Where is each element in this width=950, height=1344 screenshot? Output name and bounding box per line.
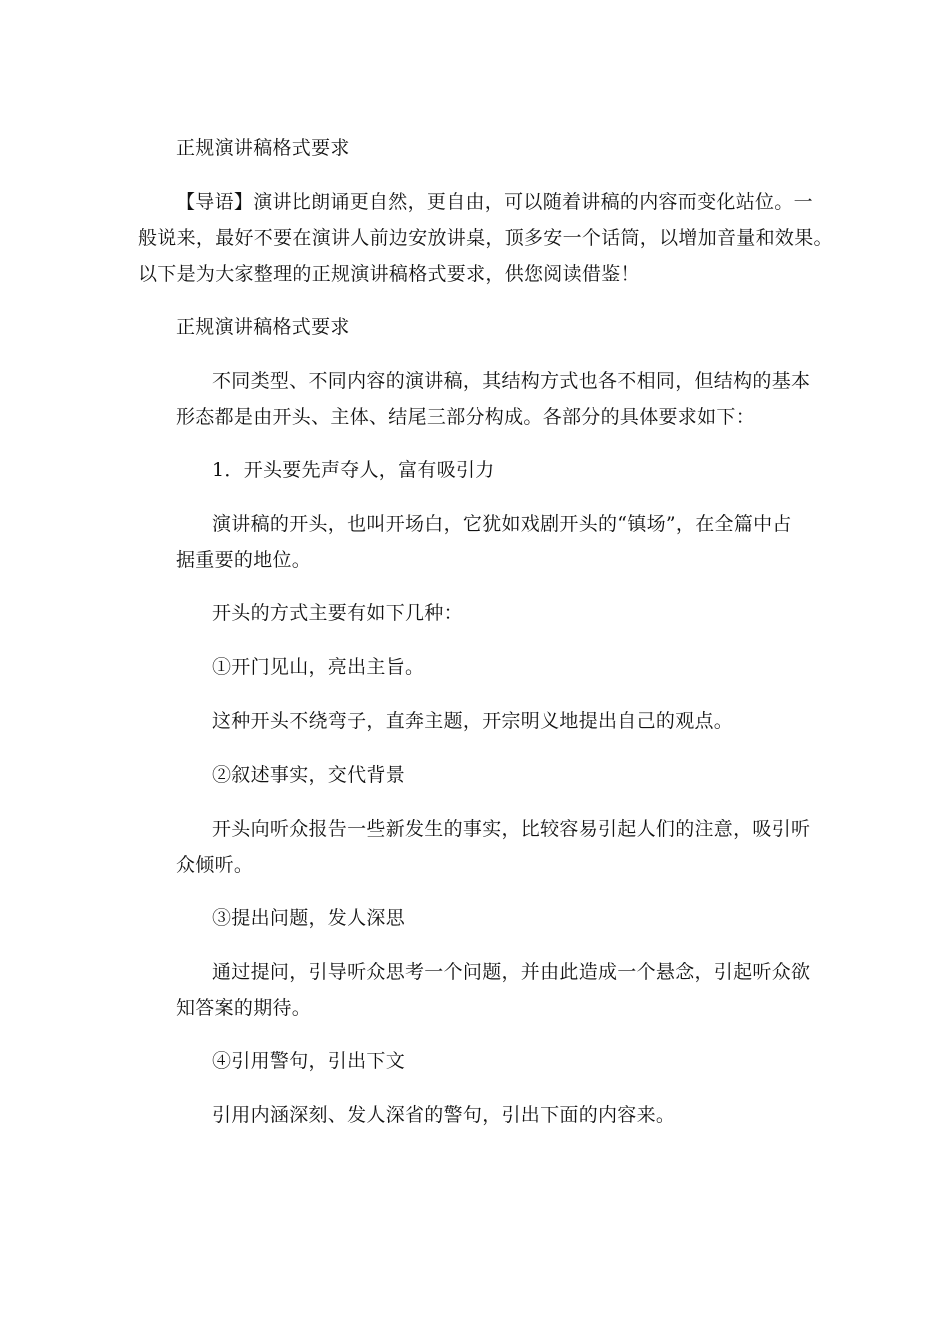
opening-para-line-2: 据重要的地位。 <box>176 549 312 571</box>
opening-para-line-1: 演讲稿的开头，也叫开场白，它犹如戏剧开头的“镇场”，在全篇中占 <box>212 513 792 535</box>
intro-line-2: 般说来，最好不要在演讲人前边安放讲桌，顶多安一个话筒，以增加音量和效果。 <box>138 227 833 249</box>
intro-line-3: 以下是为大家整理的正规演讲稿格式要求，供您阅读借鉴！ <box>138 263 640 285</box>
method-3-title: ③提出问题，发人深思 <box>212 907 406 929</box>
method-2-desc-line-2: 众倾听。 <box>176 854 254 876</box>
method-1-title: ①开门见山，亮出主旨。 <box>212 656 425 678</box>
method-4-desc: 引用内涵深刻、发人深省的警句，引出下面的内容来。 <box>212 1104 676 1126</box>
structure-para-line-2: 形态都是由开头、主体、结尾三部分构成。各部分的具体要求如下： <box>176 406 756 428</box>
structure-para-line-1: 不同类型、不同内容的演讲稿，其结构方式也各不相同，但结构的基本 <box>212 370 811 392</box>
method-2-desc-line-1: 开头向听众报告一些新发生的事实，比较容易引起人们的注意，吸引听 <box>212 818 811 840</box>
method-2-title: ②叙述事实，交代背景 <box>212 764 406 786</box>
method-3-desc-line-1: 通过提问，引导听众思考一个问题，并由此造成一个悬念，引起听众欲 <box>212 961 811 983</box>
document-title: 正规演讲稿格式要求 <box>176 137 350 159</box>
intro-line-1: 【导语】演讲比朗诵更自然，更自由，可以随着讲稿的内容而变化站位。一 <box>176 191 813 213</box>
method-4-title: ④引用警句，引出下文 <box>212 1050 406 1072</box>
methods-intro: 开头的方式主要有如下几种： <box>212 602 463 624</box>
method-3-desc-line-2: 知答案的期待。 <box>176 997 312 1019</box>
section-1-heading: 1．开头要先声夺人，富有吸引力 <box>212 459 495 481</box>
method-1-desc: 这种开头不绕弯子，直奔主题，开宗明义地提出自己的观点。 <box>212 710 734 732</box>
section-subtitle: 正规演讲稿格式要求 <box>176 316 350 338</box>
